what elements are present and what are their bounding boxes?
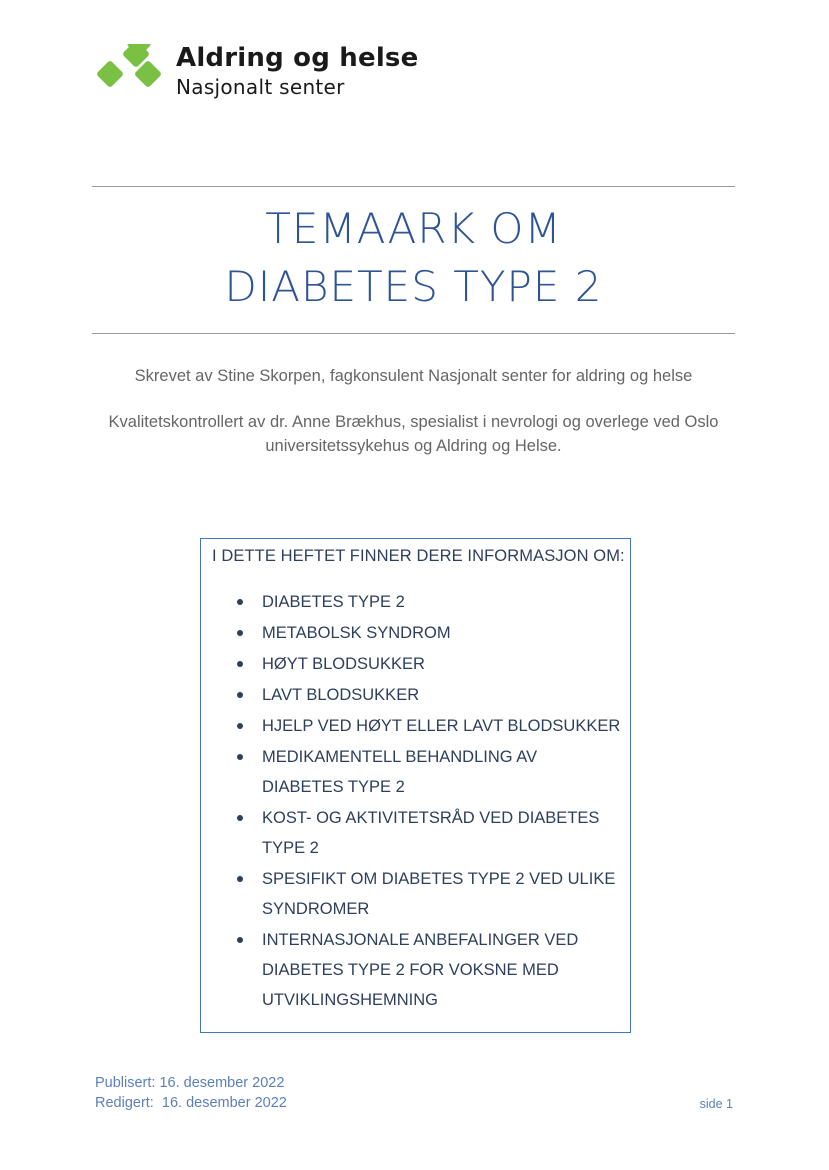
title-line-2: DIABETES TYPE 2 [224,262,603,311]
document-title [92,200,735,316]
published-date: Publisert: 16. desember 2022 [95,1075,285,1091]
list-item: HJELP VED HØYT ELLER LAVT BLODSUKKER [262,711,622,741]
list-item: MEDIKAMENTELL BEHANDLING AV DIABETES TYPE 2 [262,742,622,802]
review-credit: Kvalitetskontrollert av dr. Anne Brækhus, spesialist i nevrologi og overlege ved Oslo universitetssykehus og Aldring og Helse. [108,413,719,455]
contents-list [201,587,622,1016]
bullet-icon [237,661,243,667]
logo-name: Aldring og helse [176,43,419,73]
bullet-icon [237,815,243,821]
author-credit: Skrevet av Stine Skorpen, fagkonsulent Nasjonalt senter for aldring og helse [134,367,693,385]
bottom-divider [92,333,735,334]
title-line-1: TEMAARK OM [265,204,562,253]
bullet-icon [237,692,243,698]
list-item: DIABETES TYPE 2 [262,587,622,617]
list-item: HØYT BLODSUKKER [262,649,622,679]
list-item: KOST- OG AKTIVITETSRÅD VED DIABETES TYPE 2 [262,803,622,863]
bullet-icon [237,723,243,729]
bullet-icon [237,937,243,943]
list-item: INTERNASJONALE ANBEFALINGER VED DIABETES TYPE 2 FOR VOKSNE MED UTVIKLINGSHEMNING [262,925,622,1015]
logo [94,42,424,102]
edited-date: Redigert: 16. desember 2022 [95,1095,287,1111]
logo-subtitle: Nasjonalt senter [176,75,345,99]
list-item: METABOLSK SYNDROM [262,618,622,648]
contents-heading: I DETTE HEFTET FINNER DERE INFORMASJON OM: [212,547,625,565]
diamond-cluster-icon [94,44,166,98]
page-number: side 1 [699,1097,733,1111]
list-item: SPESIFIKT OM DIABETES TYPE 2 VED ULIKE SYNDROMER [262,864,622,924]
bullet-icon [237,754,243,760]
top-divider [92,186,735,187]
bullet-icon [237,876,243,882]
bullet-icon [237,630,243,636]
footer-dates [95,1073,287,1113]
contents-box [200,538,631,1033]
bullet-icon [237,599,243,605]
list-item: LAVT BLODSUKKER [262,680,622,710]
